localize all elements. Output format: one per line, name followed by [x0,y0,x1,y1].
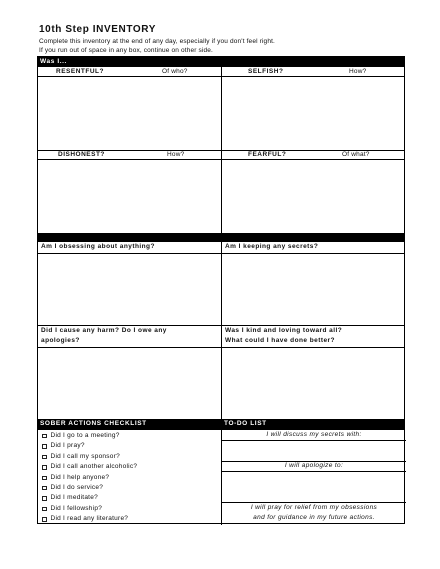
question-line: Was I kind and loving toward all? [225,327,343,334]
instruction-line: If you run out of space in any box, continue on other side. [39,46,213,54]
selfish-prompt: How? [349,68,367,75]
sober-actions-checklist [42,431,137,525]
checklist-item[interactable]: Did I go to a meeting? [42,431,137,441]
selfish-label: SELFISH? [248,68,284,75]
checkbox-icon[interactable] [42,517,47,522]
question-line: Am I obsessing about anything? [41,243,155,250]
checklist-item[interactable]: Did I help anyone? [42,473,137,483]
section-divider [38,233,404,242]
resentful-label: RESENTFUL? [56,68,104,75]
checklist-item[interactable]: Did I call my sponsor? [42,452,137,462]
checklist-heading: SOBER ACTIONS CHECKLIST [40,420,147,427]
instruction-line: Complete this inventory at the end of any day, especially if you don't feel right. [39,38,275,45]
fearful-label: FEARFUL? [248,151,287,158]
question-line: What could I have done better? [225,337,335,344]
checklist-item[interactable]: Did I meditate? [42,493,137,503]
checkbox-icon[interactable] [42,455,47,460]
was-i-heading: Was I... [40,58,67,65]
question-secrets [225,242,318,252]
checklist-header [38,419,404,430]
question-line: apologies? [41,337,80,344]
question-harm [41,326,167,346]
inventory-sheet [37,56,405,524]
checkbox-icon[interactable] [42,496,47,501]
checklist-item[interactable]: Did I call another alcoholic? [42,462,137,472]
question-obsessing [41,242,155,252]
checkbox-icon[interactable] [42,486,47,491]
dishonest-prompt: How? [167,151,185,158]
checklist-item[interactable]: Did I pray? [42,441,137,451]
todo-heading: TO-DO LIST [224,420,267,427]
dishonest-label: DISHONEST? [58,151,105,158]
instructions [39,38,275,55]
checkbox-icon[interactable] [42,507,47,512]
checklist-item[interactable]: Did I fellowship? [42,504,137,514]
todo-apologize: I will apologize to: [284,462,344,469]
checkbox-icon[interactable] [42,434,47,439]
todo-pray: I will pray for relief from my obsessions and for guidance in my future actions. [250,504,378,521]
checkbox-icon[interactable] [42,444,47,449]
resentful-prompt: Of who? [162,68,188,75]
todo-secrets: I will discuss my secrets with: [266,431,362,438]
question-line: Am I keeping any secrets? [225,243,319,250]
checklist-item[interactable]: Did I do service? [42,483,137,493]
fearful-prompt: Of what? [342,151,370,158]
was-i-header [38,57,404,67]
question-line: Did I cause any harm? Do I owe any [41,327,167,334]
checkbox-icon[interactable] [42,476,47,481]
checklist-item[interactable]: Did I read any literature? [42,514,137,524]
page-title: 10th Step INVENTORY [39,24,156,35]
question-kind [225,326,342,346]
checkbox-icon[interactable] [42,465,47,470]
